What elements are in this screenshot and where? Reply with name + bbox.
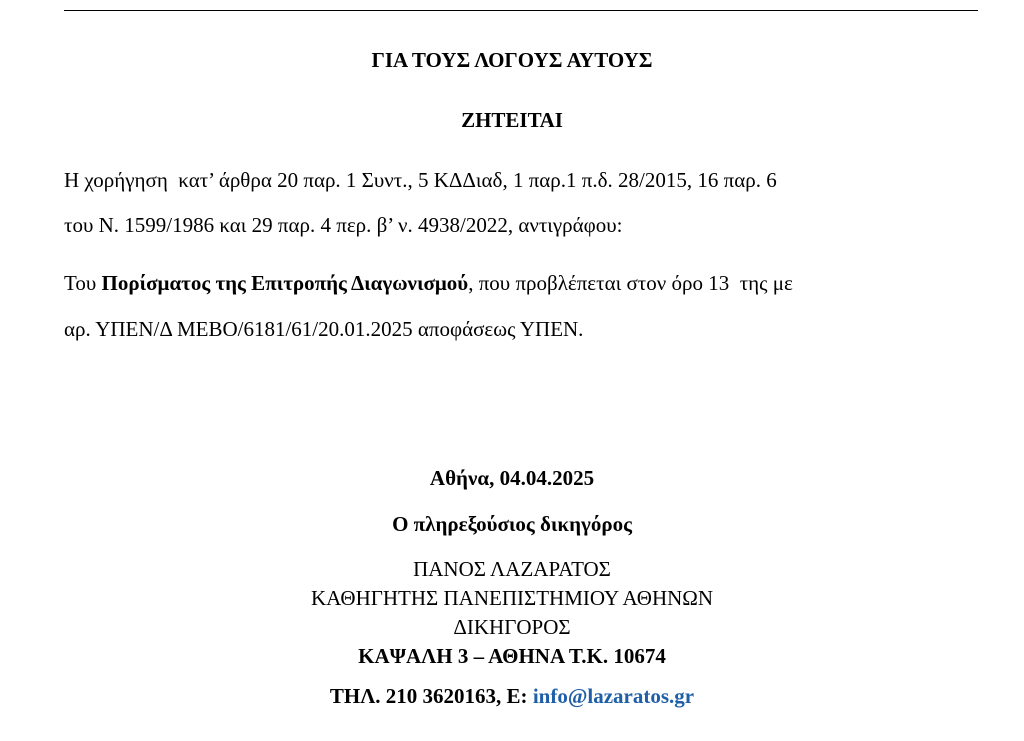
email-link[interactable]: info@lazaratos.gr [532, 684, 695, 708]
paragraph1-line1-text: Η χορήγηση κατ’ άρθρα 20 παρ. 1 Συντ., 5 ΚΔΔιαδ, 1 παρ.1 π.δ. 28/2015, 16 παρ. 6 [64, 168, 777, 192]
paragraph1-line1 [64, 167, 980, 193]
signature-address: ΚΑΨΑΛΗ 3 – ΑΘΗΝΑ Τ.Κ. 10674 [358, 644, 666, 668]
signature-profession: ΔΙΚΗΓΟΡΟΣ [453, 615, 571, 639]
heading-for-these-reasons: ΓΙΑ ΤΟΥΣ ΛΟΓΟΥΣ ΑΥΤΟΥΣ [371, 48, 653, 72]
paragraph2-bold-title: Πορίσματος της Επιτροπής Διαγωνισμού [101, 271, 469, 295]
paragraph2-line2: αρ. ΥΠΕΝ/Δ ΜΕΒΟ/6181/61/20.01.2025 αποφάσεως ΥΠΕΝ. [64, 317, 584, 341]
paragraph2-line1 [64, 270, 980, 296]
paragraph2-suffix: , που προβλέπεται στον όρο 13 της με [468, 271, 793, 295]
signature-title: ΚΑΘΗΓΗΤΗΣ ΠΑΝΕΠΙΣΤΗΜΙΟΥ ΑΘΗΝΩΝ [310, 586, 714, 610]
paragraph2-prefix: Του [64, 271, 102, 295]
top-divider [64, 10, 978, 11]
heading-requested: ΖΗΤΕΙΤΑΙ [461, 108, 563, 132]
signature-place-date: Αθήνα, 04.04.2025 [429, 466, 595, 490]
signature-role: Ο πληρεξούσιος δικηγόρος [392, 512, 632, 536]
signature-contact-text: ΤΗΛ. 210 3620163, Ε: [329, 684, 533, 708]
signature-name: ΠΑΝΟΣ ΛΑΖΑΡΑΤΟΣ [413, 557, 611, 581]
paragraph1-line2: του Ν. 1599/1986 και 29 παρ. 4 περ. β’ ν. 4938/2022, αντιγράφου: [64, 213, 623, 237]
signature-contact [0, 683, 1024, 709]
